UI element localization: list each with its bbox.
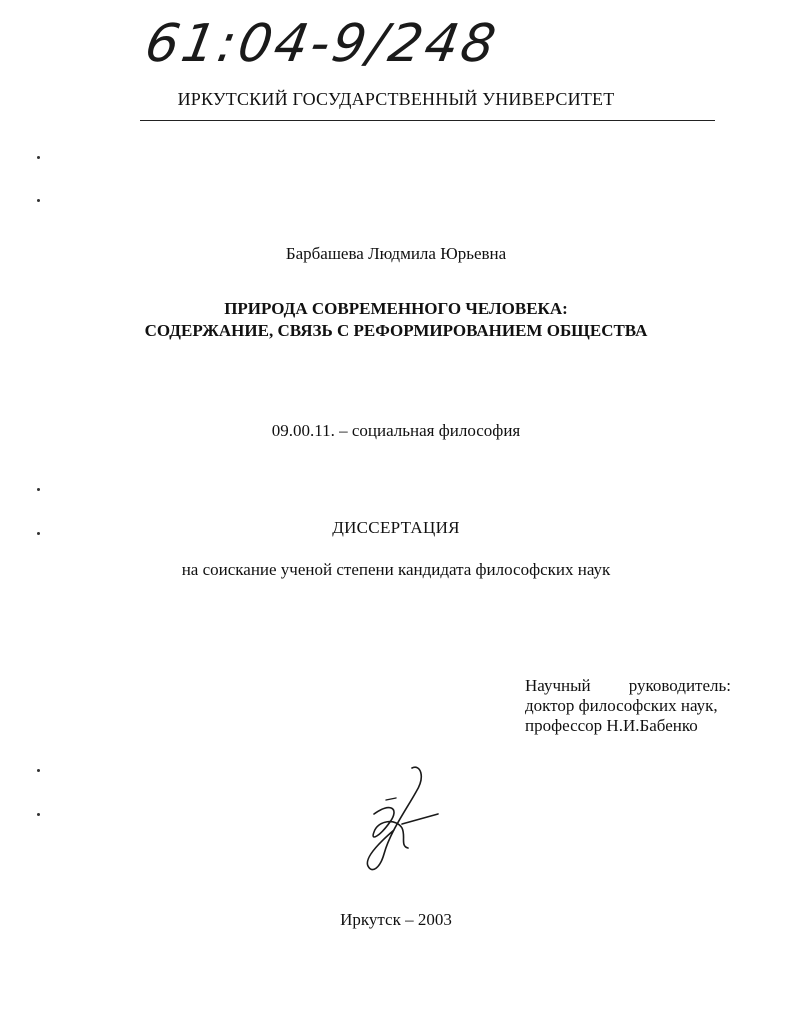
supervisor-label: [525, 676, 731, 696]
specialty-code: 09.00.11. – социальная философия: [271, 421, 521, 440]
supervisor-block: [525, 676, 731, 736]
dissertation-title-line2: СОДЕРЖАНИЕ, СВЯЗЬ С РЕФОРМИРОВАНИЕМ ОБЩЕСТВА: [144, 321, 648, 340]
signature-stroke-3: [402, 814, 438, 824]
university-name: ИРКУТСКИЙ ГОСУДАРСТВЕННЫЙ УНИВЕРСИТЕТ: [177, 89, 615, 109]
handwritten-signature: [350, 762, 450, 882]
signature-stroke-4: [386, 798, 396, 800]
dissertation-title-line1: ПРИРОДА СОВРЕМЕННОГО ЧЕЛОВЕКА:: [224, 299, 568, 318]
city-year: Иркутск – 2003: [340, 910, 452, 929]
author-name: Барбашева Людмила Юрьевна: [285, 244, 507, 263]
degree-statement: на соискание ученой степени кандидата философских наук: [181, 560, 611, 579]
supervisor-label-word1: Научный: [525, 676, 591, 695]
supervisor-degree: доктор философских наук,: [525, 696, 718, 715]
signature-stroke-1: [367, 767, 421, 869]
margin-mark: [37, 156, 40, 159]
margin-mark: [37, 769, 40, 772]
archive-code-handwritten: 61:04-9/248: [140, 14, 503, 74]
margin-mark: [37, 199, 40, 202]
header-divider: [140, 120, 715, 121]
margin-mark: [37, 813, 40, 816]
supervisor-name: профессор Н.И.Бабенко: [525, 716, 698, 735]
margin-mark: [37, 488, 40, 491]
document-type: ДИССЕРТАЦИЯ: [332, 518, 460, 537]
supervisor-label-word2: руководитель:: [628, 676, 731, 695]
